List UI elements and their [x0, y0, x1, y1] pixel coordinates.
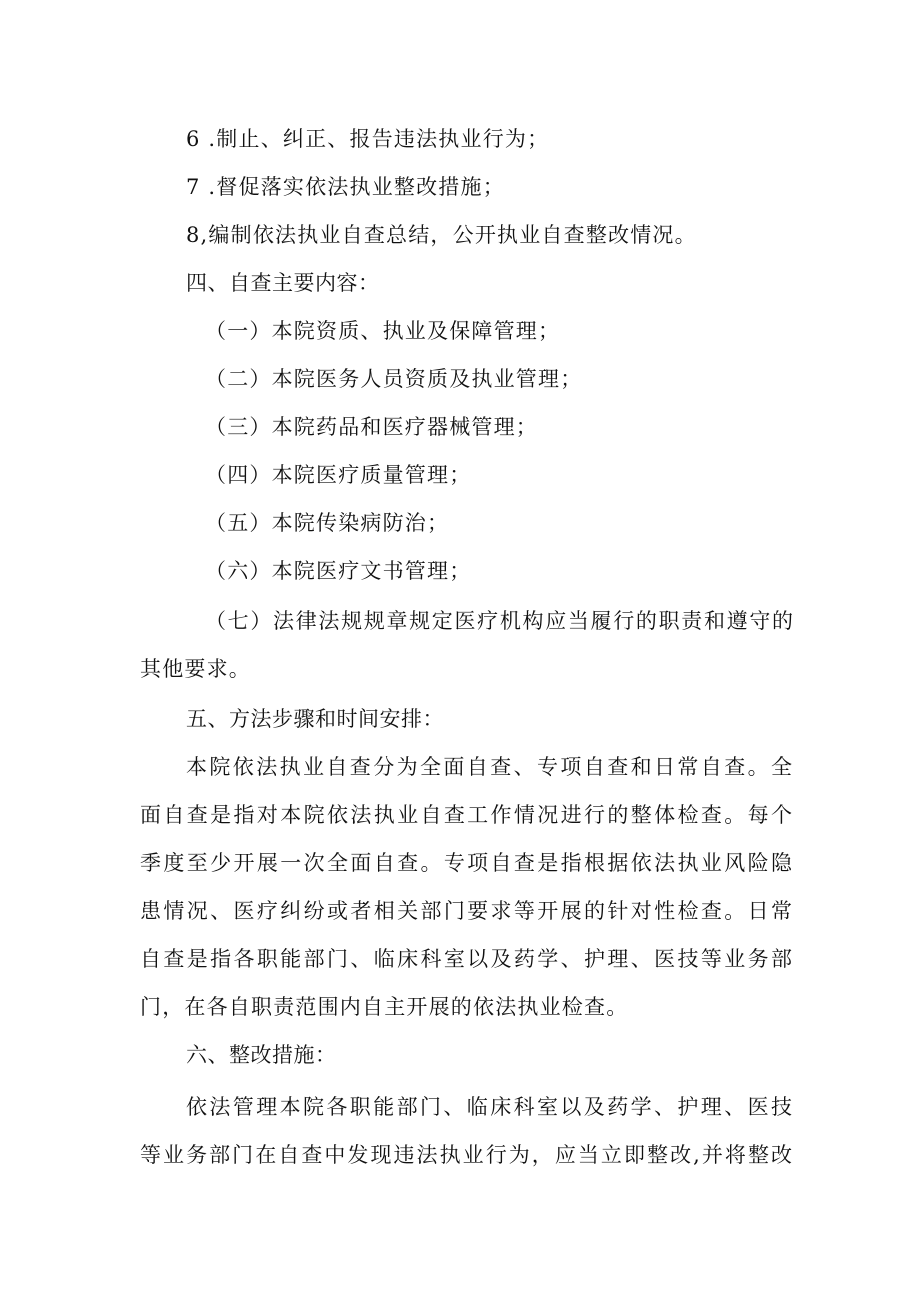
item-8: 8,编制依法执业自查总结，公开执业自查整改情况。 [186, 223, 697, 247]
list-item-6: （六）本院医疗文书管理； [205, 559, 472, 583]
section-heading-4: 四、自查主要内容： [186, 271, 380, 295]
paragraph-2-line-1: 依法管理本院各职能部门、临床科室以及药学、护理、医技 [186, 1095, 792, 1119]
section-heading-5: 五、方法步骤和时间安排： [186, 707, 444, 731]
list-item-2: （二）本院医务人员资质及执业管理； [205, 367, 583, 391]
paragraph-1-line-4: 患情况、医疗纠纷或者相关部门要求等开展的针对性检查。日常 [140, 899, 792, 923]
paragraph-1-line-3: 季度至少开展一次全面自查。专项自查是指根据依法执业风险隐 [140, 851, 792, 875]
section-heading-6: 六、整改措施： [186, 1043, 337, 1067]
list-item-7-line-1: （七）法律法规规章规定医疗机构应当履行的职责和遵守的 [205, 609, 793, 633]
paragraph-1-line-5: 自查是指各职能部门、临床科室以及药学、护理、医技等业务部 [140, 947, 792, 971]
paragraph-1-line-2: 面自查是指对本院依法执业自查工作情况进行的整体检查。每个 [140, 803, 792, 827]
list-item-4: （四）本院医疗质量管理； [205, 463, 472, 487]
paragraph-1-line-1: 本院依法执业自查分为全面自查、专项自查和日常自查。全 [186, 755, 792, 779]
paragraph-1-line-6: 门，在各自职责范围内自主开展的依法执业检查。 [140, 995, 629, 1019]
item-7: 7 .督促落实依法执业整改措施； [186, 175, 505, 199]
list-item-7-line-2: 其他要求。 [140, 657, 251, 681]
list-item-1: （一）本院资质、执业及保障管理； [205, 319, 561, 343]
item-6: 6 .制止、纠正、报告违法执业行为； [186, 127, 550, 151]
list-item-3: （三）本院药品和医疗器械管理； [205, 415, 538, 439]
list-item-5: （五）本院传染病防治； [205, 511, 450, 535]
paragraph-2-line-2: 等业务部门在自查中发现违法执业行为，应当立即整改,并将整改 [140, 1143, 792, 1167]
